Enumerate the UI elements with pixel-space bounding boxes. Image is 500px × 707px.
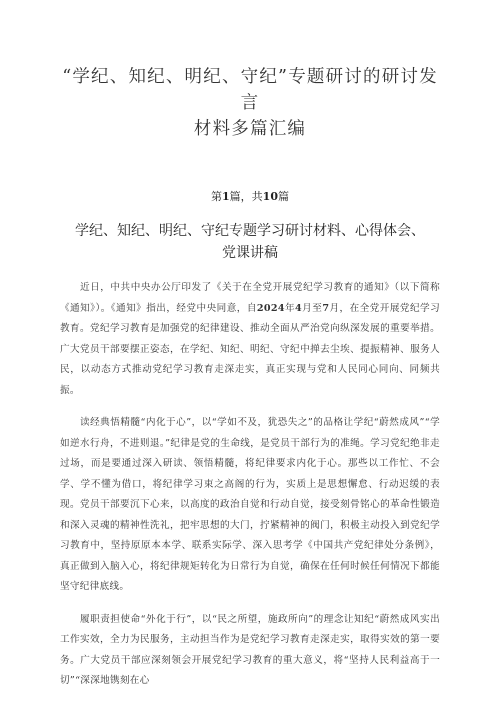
part-label-mid: 篇，共 bbox=[229, 190, 263, 203]
section-title-line-1: 学纪、知纪、明纪、守纪专题学习研讨材料、心得体会、 bbox=[75, 223, 425, 239]
body-paragraph-3: 履职责担使命“外化于行”，以“民之所望，施政所向”的理念让知纪“蔚然成风实出工作实效，全力为民服务，主动担当作为是党纪学习教育走深走实，取得实效的第一要务。广大党员干部应深刻领会开展党纪学习教育的重大意义，将“坚持人民利益高于一切”“深深地镌刻在心 bbox=[60, 613, 440, 686]
para1-year: 2024 bbox=[256, 302, 285, 314]
para1-text-c: 月至 bbox=[302, 302, 323, 314]
part-label-suffix: 篇 bbox=[277, 190, 289, 203]
para1-text-d: 月，在全党开展党纪学习教育。党纪学习教育是加强党的纪律建设、推动全面从严治党向纵深发展的重要举措。广大党员干部要摆正姿态，在学纪、知纪、明纪、守纪中掸去尘埃、提振精神、服务人民，以动态方式推动党纪学习教育走深走实，真正实现与党和人民同心同向、同频共振。 bbox=[60, 302, 440, 396]
body-paragraph-2: 读经典悟精髓“内化于心”，以“学如不及，犹恐失之”的品格让学纪“蔚然成风”“学如逆水行舟，不进则退。”纪律是党的生命线，是党员干部行为的准绳。学习党纪绝非走过场，而是要通过深入研读、领悟精髓，将纪律要求内化于心。那些以工作忙、不会学、学不懂为借口，将纪律学习束之高阁的行为，实质上是思想懈怠、行动迟缓的表现。党员干部要沉下心来，以高度的政治自觉和行动自觉，接受刻骨铭心的革命性锻造和深入灵魂的精神性洗礼，把牢思想的大门，拧紧精神的阀门，积极主动投入到党纪学习教育中，坚持原原本本学、联系实际学、深入思考学《中国共产党纪律处分条例》，真正做到入脑入心，将纪律规矩转化为日常行为自觉，确保在任何时候任何情况下都能坚守纪律底线。 bbox=[60, 417, 440, 592]
part-label-number: 1 bbox=[222, 190, 230, 203]
para1-month-start: 4 bbox=[295, 302, 303, 314]
para1-text-a: 近日，中共中央办公厅印发了《关于在全党开展党纪学习教育的通知》（以下简称《通知》）。《通知》指出，经党中央同意，自 bbox=[60, 282, 440, 314]
document-title-line-1: “学纪、知纪、明纪、守纪”专题研讨的研讨发言 bbox=[62, 67, 438, 113]
part-label-total: 10 bbox=[262, 190, 278, 203]
para1-text-b: 年 bbox=[284, 302, 296, 314]
document-title bbox=[60, 64, 440, 142]
part-label-prefix: 第 bbox=[211, 190, 223, 203]
para1-month-end: 7 bbox=[322, 302, 330, 314]
section-title-line-2: 党课讲稿 bbox=[222, 245, 278, 261]
document-title-line-2: 材料多篇汇编 bbox=[193, 119, 307, 139]
body-paragraph-1 bbox=[60, 278, 440, 401]
section-title bbox=[60, 220, 440, 264]
part-label bbox=[60, 190, 440, 204]
